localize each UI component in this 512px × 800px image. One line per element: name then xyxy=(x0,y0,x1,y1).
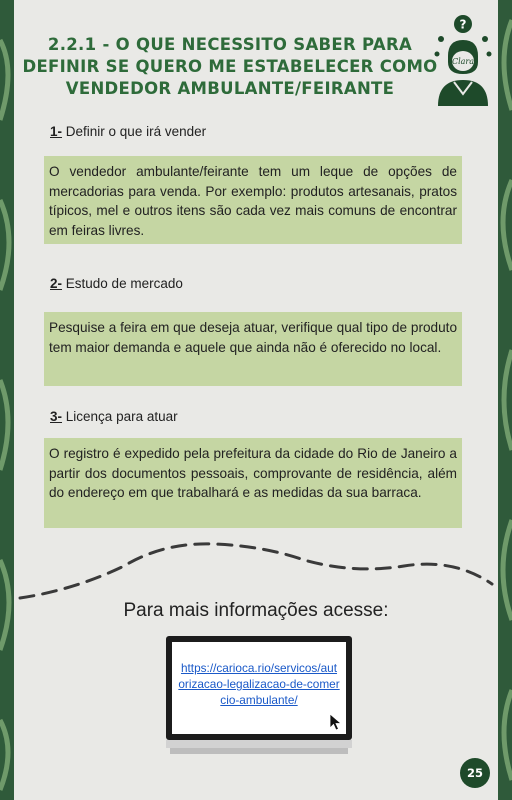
section-1-number: 1- xyxy=(50,124,63,139)
page-number-badge: 25 xyxy=(460,758,490,788)
title-line-1: 2.2.1 - O QUE NECESSITO SABER PARA xyxy=(47,35,413,54)
section-1-body: O vendedor ambulante/feirante tem um leque de opções de mercadorias para venda. Por exemplo: produtos artesanais, pratos típicos, mel e outros itens são cada vez mais comuns de encontrar em feiras livres. xyxy=(44,156,462,244)
section-3-heading xyxy=(50,409,178,424)
section-3-body: O registro é expedido pela prefeitura da cidade do Rio de Janeiro a partir dos documentos pessoais, comprovante de residência, além do endereço em que trabalhará e as medidas da sua barraca. xyxy=(44,438,462,528)
section-3-title: Licença para atuar xyxy=(65,409,178,424)
section-2-title: Estudo de mercado xyxy=(65,276,183,291)
svg-text:?: ? xyxy=(459,17,467,32)
avatar-label: Clara xyxy=(451,57,475,66)
title-line-2: DEFINIR SE QUERO ME ESTABELECER COMO xyxy=(22,57,438,76)
section-2-number: 2- xyxy=(50,276,63,291)
section-1-heading xyxy=(50,124,206,139)
dashed-wave-divider xyxy=(14,528,498,608)
service-link[interactable]: https://carioca.rio/servicos/autorizacao-legalizacao-de-comercio-ambulante/ xyxy=(178,661,340,707)
person-question-icon xyxy=(432,14,494,106)
page xyxy=(14,0,498,800)
page-title xyxy=(20,34,440,100)
title-line-3: VENDEDOR AMBULANTE/FEIRANTE xyxy=(65,79,395,98)
more-info-heading: Para mais informações acesse: xyxy=(123,600,389,621)
section-1-title: Definir o que irá vender xyxy=(65,124,207,139)
section-3-number: 3- xyxy=(50,409,63,424)
section-2-body: Pesquise a feira em que deseja atuar, verifique qual tipo de produto tem maior demanda e aquele que ainda não é oferecido no local. xyxy=(44,312,462,386)
section-2-heading xyxy=(50,276,183,291)
